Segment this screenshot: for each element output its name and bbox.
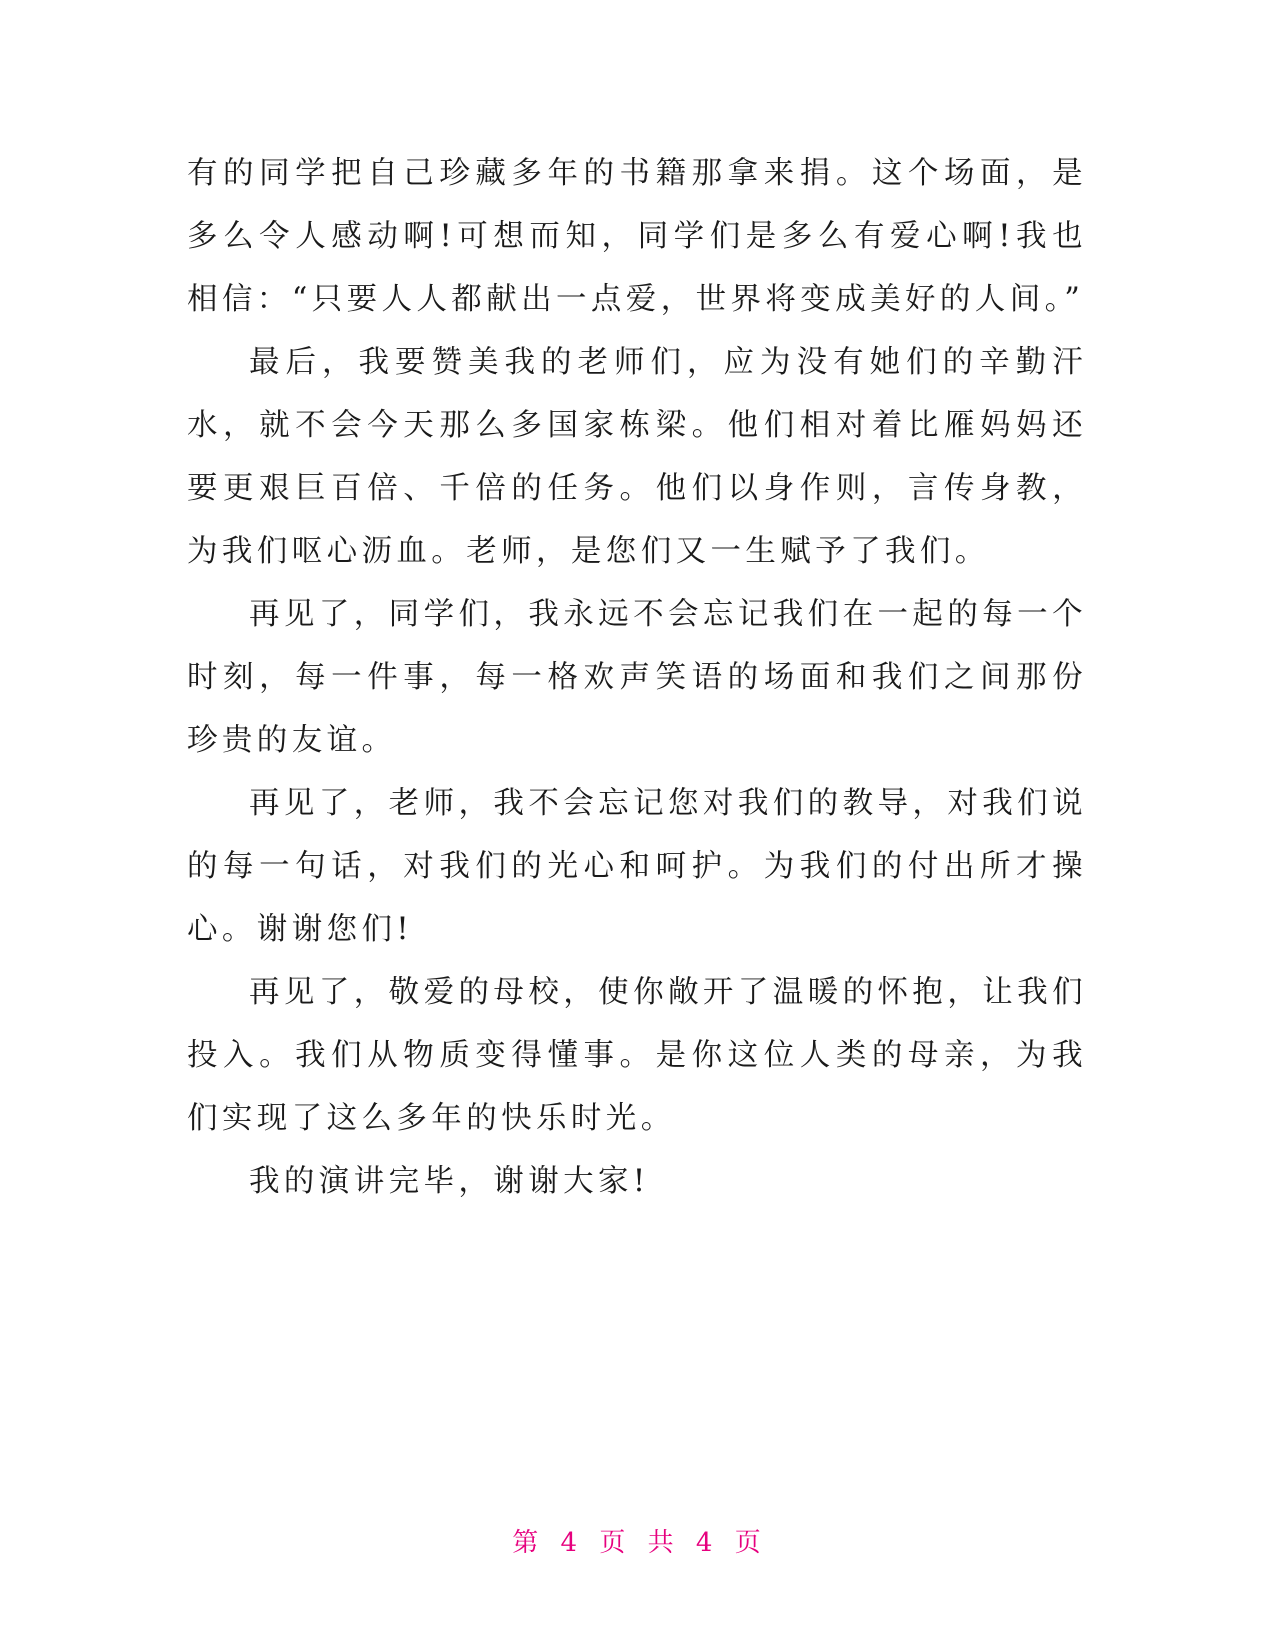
body-text: [187, 142, 1087, 1213]
paragraph: 我的演讲完毕，谢谢大家!: [249, 1164, 650, 1199]
paragraph: 再见了，敬爱的母校，使你敞开了温暖的怀抱，让我们投入。我们从物质变得懂事。是你这位人类的母亲，为我们实现了这么多年的快乐时光。: [187, 975, 1087, 1136]
paragraph: 再见了，同学们，我永远不会忘记我们在一起的每一个时刻，每一件事，每一格欢声笑语的场面和我们之间那份珍贵的友谊。: [187, 597, 1087, 758]
paragraph: 最后，我要赞美我的老师们，应为没有她们的辛勤汗水，就不会今天那么多国家栋梁。他们相对着比雁妈妈还要更艰巨百倍、千倍的任务。他们以身作则，言传身教，为我们呕心沥血。老师，是您们又一生赋予了我们。: [187, 345, 1087, 569]
paragraph: 再见了，老师，我不会忘记您对我们的教导，对我们说的每一句话，对我们的光心和呵护。为我们的付出所才操心。谢谢您们!: [187, 786, 1087, 947]
paragraph: 有的同学把自己珍藏多年的书籍那拿来捐。这个场面，是多么令人感动啊!可想而知，同学们是多么有爱心啊!我也相信：“只要人人都献出一点爱，世界将变成美好的人间。”: [187, 156, 1087, 317]
page-number-footer: 第 4 页 共 4 页: [512, 1528, 763, 1558]
